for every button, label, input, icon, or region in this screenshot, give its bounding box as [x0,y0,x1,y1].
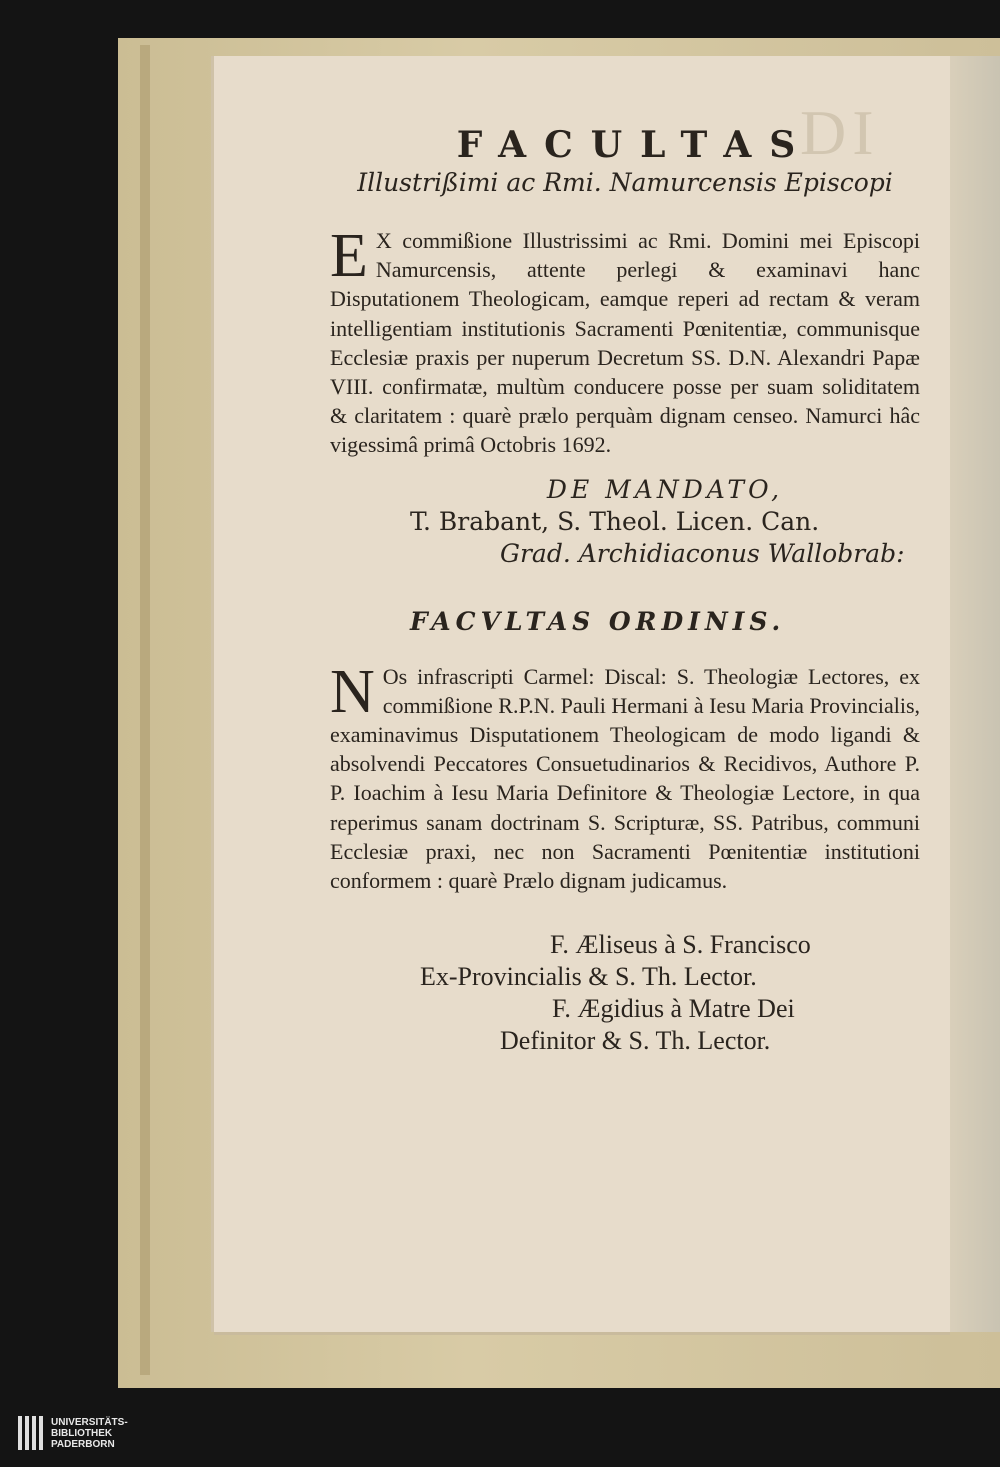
library-logo [18,1416,128,1450]
page-content [330,124,920,1057]
section-heading-facultas-ordinis: FACVLTAS ORDINIS. [410,606,786,636]
facing-page-edge [950,56,1000,1332]
drop-cap-e: E [330,222,368,290]
signature-line-2: Grad. Archidiaconus Wallobrab: [500,538,905,568]
page-subtitle: Illustrißimi ac Rmi. Namurcensis Episcopi [357,168,893,197]
book-spine-edge [140,45,150,1375]
signatory-1-title: Ex-Provincialis & S. Th. Lector. [420,962,757,992]
drop-cap-n: N [330,657,375,726]
library-logo-text: UNIVERSITÄTS- BIBLIOTHEK PADERBORN [51,1416,128,1450]
approval-paragraph-2 [330,657,920,896]
signature-block [330,929,920,1057]
signatory-2-name: F. Ægidius à Matre Dei [552,994,795,1024]
approval-paragraph-2-text: Os infrascripti Carmel: Discal: S. Theologiæ Lectores, ex commißione R.P.N. Pauli Hermani à Iesu Maria Provincialis, examinavimus Disputationem Theologicam de modo ligandi & absolvendi Peccatores Consuetudinarios & Recidivos, Authore P. P. Ioachim à Iesu Maria Definitore & Theologiæ Lectore, in qua reperimus sanam doctrinam S. Scripturæ, SS. Patribus, communi Ecclesiæ praxi, nec non Sacramenti Pœnitentiæ institutioni conformem : quarè Prælo dignam judicamus. [330,663,920,894]
bleed-through-text: DI [800,97,880,168]
library-logo-icon [18,1416,43,1450]
signature-line-1: T. Brabant, S. Theol. Licen. Can. [410,506,820,536]
signatory-1-name: F. Æliseus à S. Francisco [550,930,811,960]
page-title: FACULTAS [456,124,814,166]
de-mandato: DE MANDATO, [546,474,784,504]
approval-paragraph-1 [330,222,920,460]
approval-paragraph-1-text: X commißione Illustrissimi ac Rmi. Domini mei Episcopi Namurcensis, attente perlegi & examinavi hanc Disputationem Theologicam, eamque reperi ad rectam & veram intelligentiam institutionis Sacramenti Pœnitentiæ, communisque Ecclesiæ praxis per nuperum Decretum SS. D.N. Alexandri Papæ VIII. confirmatæ, multùm conducere posse per suam soliditatem & claritatem : quarè prælo perquàm dignam censeo. Namurci hâc vigessimâ primâ Octobris 1692. [330,228,920,458]
signatory-2-title: Definitor & S. Th. Lector. [500,1026,771,1056]
